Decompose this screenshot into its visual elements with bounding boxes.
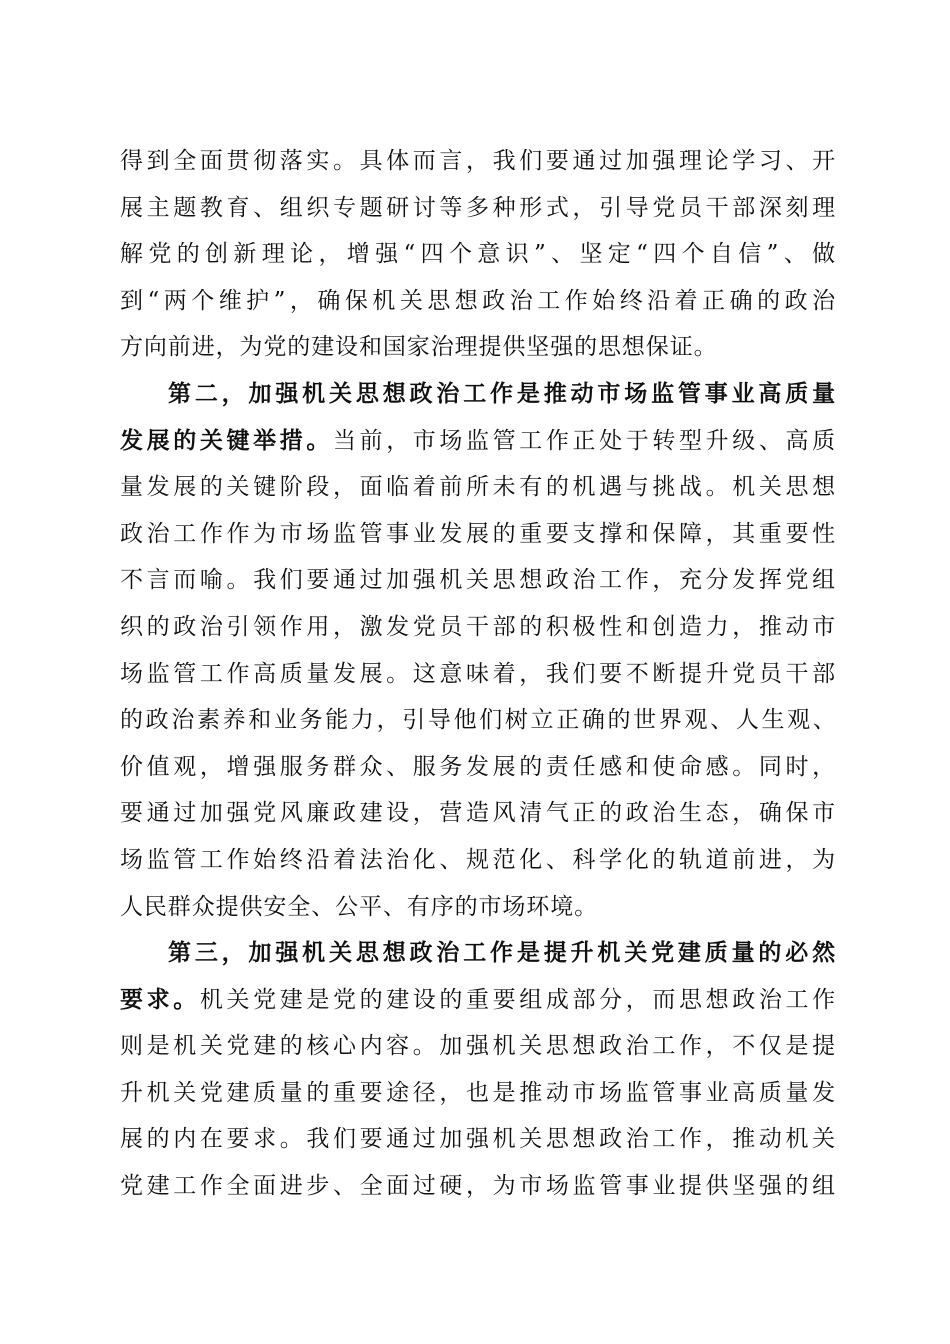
text-line: 展主题教育、组织专题研讨等多种形式，引导党员干部深刻理 [120, 194, 836, 221]
text-line: 到“两个维护”，确保机关思想政治工作始终沿着正确的政治 [120, 287, 836, 314]
text-line: 量发展的关键阶段，面临着前所未有的机遇与挑战。机关思想 [120, 474, 836, 501]
text-segment: 当前，市场监管工作正处于转型升级、高质 [332, 427, 836, 454]
text-line: 则是机关党建的核心内容。加强机关思想政治工作，不仅是提 [120, 1033, 836, 1060]
text-line: 人民群众提供安全、公平、有序的市场环境。 [120, 893, 598, 920]
text-line: 不言而喻。我们要通过加强机关思想政治工作，充分发挥党组 [120, 567, 836, 594]
text-line: 方向前进，为党的建设和国家治理提供坚强的思想保证。 [120, 334, 718, 361]
bold-heading-tail: 发展的关键举措。 [120, 426, 333, 454]
text-line: 党建工作全面进步、全面过硬，为市场监管事业提供坚强的组 [120, 1173, 836, 1200]
text-line: 要通过加强党风廉政建设，营造风清气正的政治生态，确保市 [120, 800, 836, 827]
document-body [120, 138, 836, 1210]
paragraph-1 [120, 138, 836, 371]
text-line: 展的内在要求。我们要通过加强机关思想政治工作，推动机关 [120, 1126, 836, 1153]
bold-heading-line: 第二，加强机关思想政治工作是推动市场监管事业高质量 [168, 379, 836, 407]
text-line [120, 418, 836, 465]
text-line: 得到全面贯彻落实。具体而言，我们要通过加强理论学习、开 [120, 148, 836, 174]
text-line [120, 977, 836, 1024]
text-line: 政治工作作为市场监管事业发展的重要支撑和保障，其重要性 [120, 520, 836, 547]
text-segment: 机关党建是党的建设的重要组成部分，而思想政治工作 [199, 986, 836, 1013]
text-line: 场监管工作始终沿着法治化、规范化、科学化的轨道前进，为 [120, 846, 836, 873]
text-line: 场监管工作高质量发展。这意味着，我们要不断提升党员干部 [120, 660, 836, 687]
bold-heading-tail: 要求。 [120, 985, 200, 1013]
text-line: 织的政治引领作用，激发党员干部的积极性和创造力，推动市 [120, 613, 836, 640]
paragraph-2 [120, 371, 836, 930]
paragraph-3 [120, 930, 836, 1210]
bold-heading-line: 第三，加强机关思想政治工作是提升机关党建质量的必然 [168, 939, 836, 967]
text-line: 解党的创新理论，增强“四个意识”、坚定“四个自信”、做 [120, 241, 836, 268]
text-line: 的政治素养和业务能力，引导他们树立正确的世界观、人生观、 [120, 707, 836, 734]
text-line: 升机关党建质量的重要途径，也是推动市场监管事业高质量发 [120, 1079, 836, 1106]
text-line: 价值观，增强服务群众、服务发展的责任感和使命感。同时， [120, 753, 836, 780]
